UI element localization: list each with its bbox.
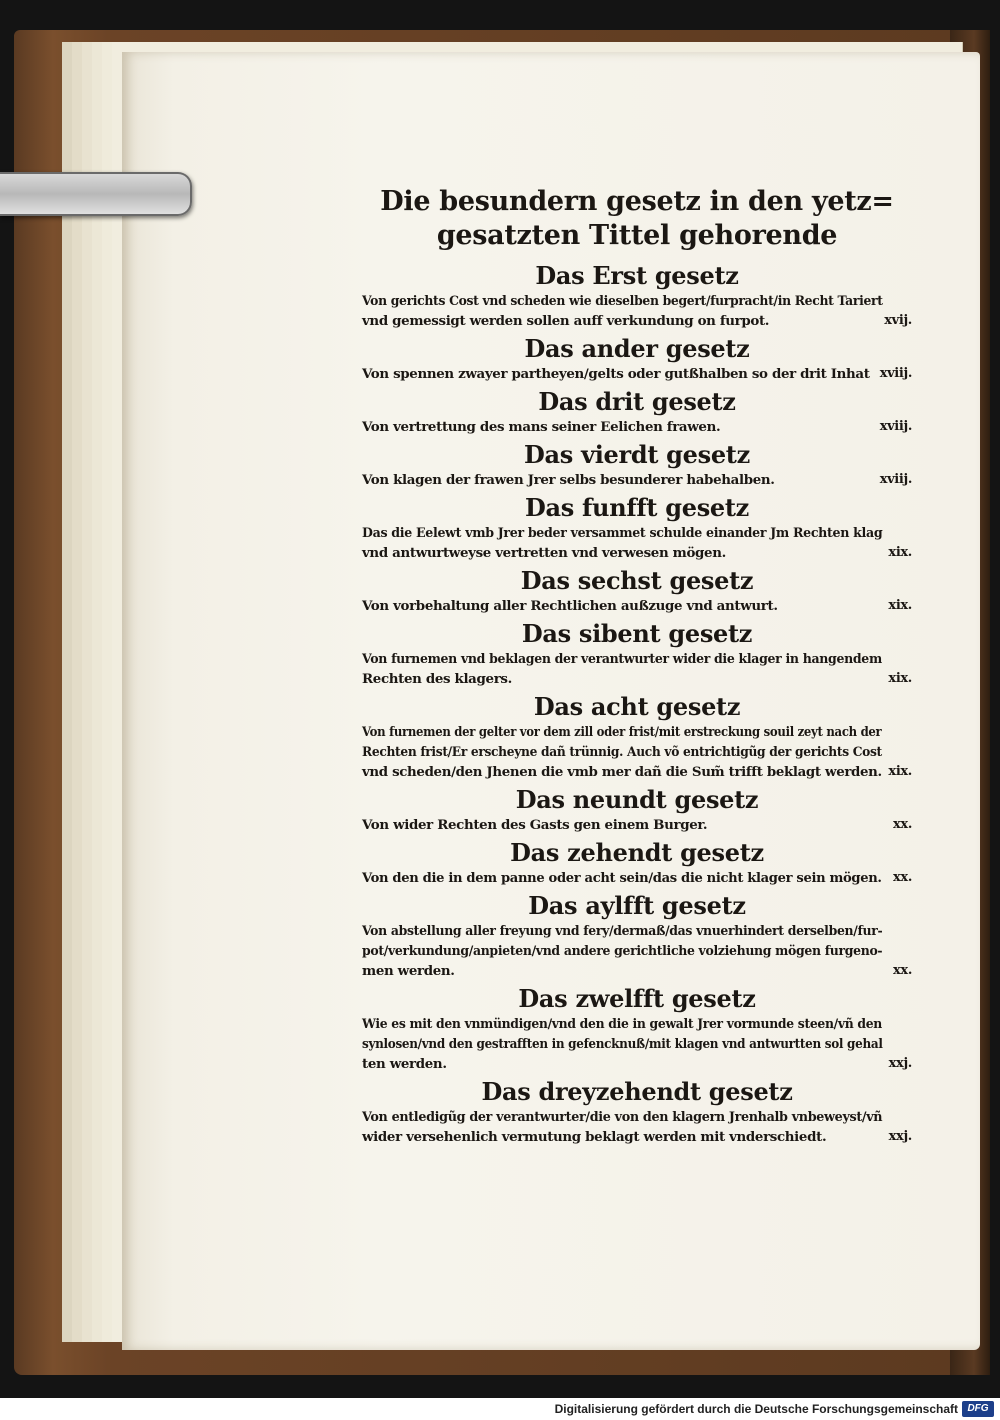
- law-entry: [362, 1077, 912, 1147]
- law-heading: Das ander gesetz: [524, 334, 750, 363]
- bookmark-strip: [0, 172, 192, 216]
- law-heading: Das acht gesetz: [533, 692, 741, 721]
- law-description: [362, 417, 912, 437]
- page-content: [362, 185, 912, 1147]
- law-description-line: pot/verkundung/anpieten/vnd andere gerichtliche volziehung mögen furgeno-: [362, 943, 883, 959]
- law-heading: Das Erst gesetz: [535, 261, 739, 290]
- law-description-line: Das die Eelewt vmb Jrer beder versammet schulde einander Jm Rechten klag: [362, 525, 883, 541]
- law-entry: [362, 566, 912, 616]
- law-description: [362, 1107, 912, 1147]
- law-heading: Das vierdt gesetz: [524, 440, 750, 469]
- law-entry: [362, 493, 912, 563]
- law-description: [362, 470, 912, 490]
- page-title: [362, 185, 912, 253]
- law-heading: Das dreyzehendt gesetz: [481, 1077, 793, 1106]
- law-description: [362, 1014, 912, 1074]
- law-page-reference: xix.: [888, 545, 912, 560]
- law-description-line: Rechten des klagers.: [362, 671, 512, 687]
- law-description-line: Rechten frist/Er erscheyne dañ trünnig. Auch võ entrichtigũg der gerichts Cost: [362, 744, 882, 760]
- law-entry: [362, 261, 912, 331]
- law-heading: Das drit gesetz: [538, 387, 736, 416]
- law-page-reference: xix.: [888, 598, 912, 613]
- law-entry: [362, 984, 912, 1074]
- law-description-line: Von vertrettung des mans seiner Eelichen frawen.: [362, 419, 721, 435]
- law-heading: Das zehendt gesetz: [510, 838, 764, 867]
- law-entry: [362, 891, 912, 981]
- footer: [0, 1398, 1000, 1420]
- law-page-reference: xviij.: [879, 419, 912, 434]
- law-description-line: men werden.: [362, 963, 455, 979]
- law-description-line: vnd antwurtweyse vertretten vnd verwesen mögen.: [362, 545, 726, 561]
- law-heading: Das neundt gesetz: [515, 785, 759, 814]
- law-entry: [362, 387, 912, 437]
- law-description-line: Von furnemen der gelter vor dem zill oder frist/mit erstreckung souil zeyt nach der: [362, 724, 882, 740]
- law-list: [362, 261, 912, 1147]
- law-page-reference: xx.: [893, 817, 912, 832]
- law-description-line: synlosen/vnd den gestrafften in gefencknuß/mit klagen vnd antwurtten sol gehal: [362, 1036, 883, 1052]
- funding-credit: Digitalisierung gefördert durch die Deutsche Forschungsgemeinschaft: [554, 1402, 958, 1416]
- law-entry: [362, 334, 912, 384]
- law-page-reference: xx.: [893, 870, 912, 885]
- law-description-line: Von den die in dem panne oder acht sein/das die nicht klager sein mögen.: [362, 870, 882, 886]
- law-heading: Das sibent gesetz: [521, 619, 753, 648]
- law-page-reference: xviij.: [879, 472, 912, 487]
- law-heading: Das funfft gesetz: [525, 493, 749, 522]
- law-page-reference: xxj.: [888, 1056, 912, 1071]
- law-description-line: Von abstellung aller freyung vnd fery/dermaß/das vnuerhindert derselben/fur-: [362, 923, 883, 939]
- law-description-line: Von wider Rechten des Gasts gen einem Burger.: [362, 817, 708, 833]
- law-description: [362, 649, 912, 689]
- title-line-1: Die besundern gesetz in den yetz=: [380, 186, 894, 217]
- law-page-reference: xxj.: [888, 1129, 912, 1144]
- law-page-reference: xx.: [893, 963, 912, 978]
- law-entry: [362, 785, 912, 835]
- law-description: [362, 291, 912, 331]
- law-page-reference: xix.: [888, 764, 912, 779]
- law-page-reference: xviij.: [879, 366, 912, 381]
- law-description-line: Wie es mit den vnmündigen/vnd den die in gewalt Jrer vormunde steen/vñ den: [362, 1016, 882, 1032]
- law-description: [362, 921, 912, 981]
- law-heading: Das aylfft gesetz: [528, 891, 746, 920]
- law-page-reference: xvij.: [884, 313, 912, 328]
- law-entry: [362, 619, 912, 689]
- law-description-line: Von entledigũg der verantwurter/die von den klagern Jrenhalb vnbeweyst/vñ: [362, 1109, 883, 1125]
- law-description-line: vnd scheden/den Jhenen die vmb mer dañ die Sum̃ trifft beklagt werden.: [362, 764, 882, 780]
- title-line-2: gesatzten Tittel gehorende: [436, 220, 838, 251]
- law-description-line: Von spennen zwayer partheyen/gelts oder gutßhalben so der drit Inhat: [362, 366, 870, 382]
- law-description-line: ten werden.: [362, 1056, 447, 1072]
- law-description: [362, 815, 912, 835]
- law-heading: Das zwelfft gesetz: [518, 984, 756, 1013]
- law-description-line: vnd gemessigt werden sollen auff verkundung on furpot.: [362, 313, 770, 329]
- law-entry: [362, 838, 912, 888]
- law-description-line: Von gerichts Cost vnd scheden wie dieselben begert/furpracht/in Recht Tariert: [362, 293, 883, 309]
- law-description-line: Von klagen der frawen Jrer selbs besunderer habehalben.: [362, 472, 775, 488]
- law-description: [362, 596, 912, 616]
- law-page-reference: xix.: [888, 671, 912, 686]
- dfg-logo: DFG: [962, 1401, 994, 1417]
- law-description: [362, 868, 912, 888]
- law-description-line: wider versehenlich vermutung beklagt werden mit vnderschiedt.: [362, 1129, 827, 1145]
- law-description-line: Von vorbehaltung aller Rechtlichen außzuge vnd antwurt.: [362, 598, 778, 614]
- law-entry: [362, 692, 912, 782]
- law-description-line: Von furnemen vnd beklagen der verantwurter wider die klager in hangendem: [362, 651, 882, 667]
- law-heading: Das sechst gesetz: [520, 566, 754, 595]
- law-description: [362, 523, 912, 563]
- law-description: [362, 722, 912, 782]
- law-entry: [362, 440, 912, 490]
- law-description: [362, 364, 912, 384]
